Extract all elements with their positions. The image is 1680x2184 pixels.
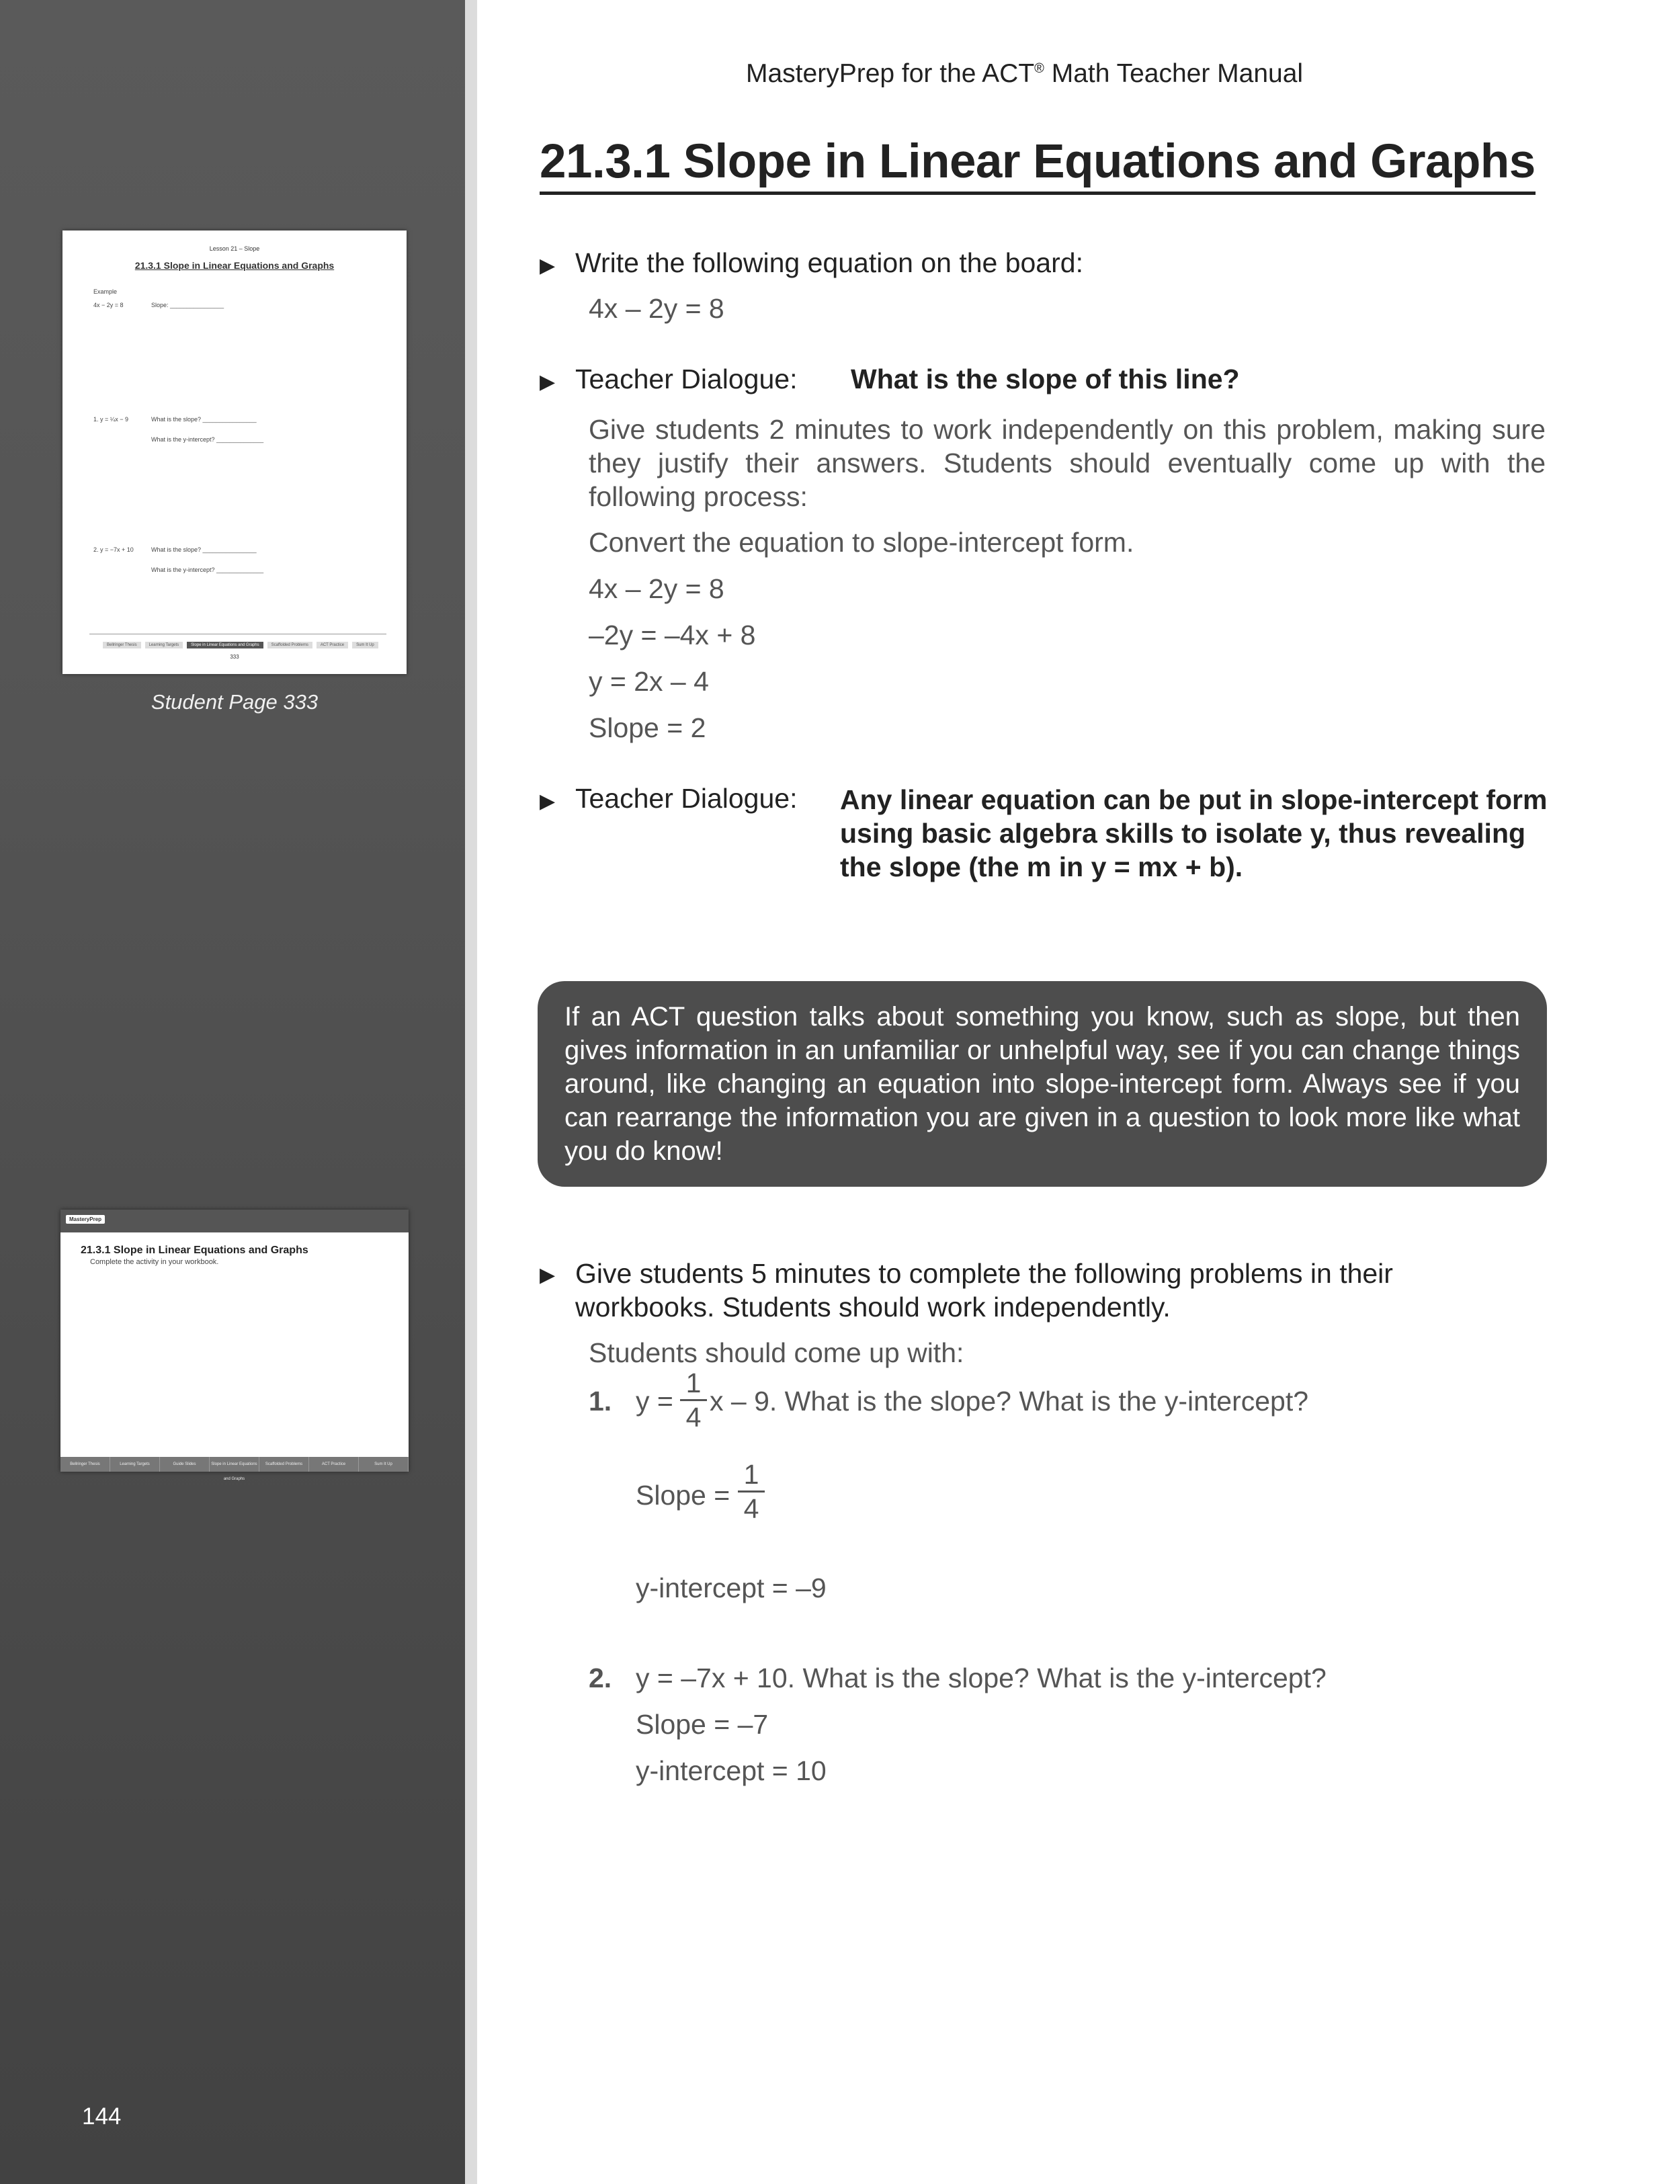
thumb-q2-intercept: What is the y-intercept? ______________ xyxy=(151,566,264,573)
thumb-tab: Learning Targets xyxy=(145,642,183,648)
registered-mark: ® xyxy=(1034,61,1044,76)
thumb-tab: Bellringer Thesis xyxy=(103,642,141,648)
teacher-dialogue-label: Teacher Dialogue: xyxy=(575,783,798,814)
student-page-thumbnail[interactable] xyxy=(62,230,407,674)
slide-tab: ACT Practice xyxy=(309,1457,359,1472)
problem-2-slope: Slope = –7 xyxy=(636,1709,769,1740)
problem-1-number: 1. xyxy=(589,1386,612,1417)
bullet-icon: ▶ xyxy=(540,255,556,277)
bullet-icon: ▶ xyxy=(540,790,556,812)
thumb-question-1: 1. y = ¼x − 9 xyxy=(93,416,129,423)
fraction-denominator: 4 xyxy=(685,1402,702,1433)
problem-1-question: x – 9. What is the slope? What is the y-intercept? xyxy=(710,1386,1309,1417)
thumb-example-label: Example xyxy=(93,288,118,295)
step-equation-1: 4x – 2y = 8 xyxy=(589,573,724,604)
slide-tab: Sum It Up xyxy=(359,1457,409,1472)
fraction-bar xyxy=(680,1399,707,1401)
problem-1-prefix: y = xyxy=(636,1386,673,1417)
teacher-dialogue-question: What is the slope of this line? xyxy=(851,364,1240,394)
fraction-denominator: 4 xyxy=(743,1493,759,1524)
problem-2-question: y = –7x + 10. What is the slope? What is the y-intercept? xyxy=(636,1663,1327,1693)
slide-tab: Scaffolded Problems xyxy=(259,1457,309,1472)
instruction-give-students: Give students 2 minutes to work independently on this problem, making sure they justify their answers. Students should eventually come up with the following process: xyxy=(589,414,1546,512)
sidebar-divider xyxy=(465,0,477,2184)
bullet-icon: ▶ xyxy=(540,1264,556,1286)
page-number: 144 xyxy=(82,2103,122,2130)
thumb-tab: Scaffolded Problems xyxy=(267,642,312,648)
running-header xyxy=(746,59,1303,89)
problem-2-intercept: y-intercept = 10 xyxy=(636,1755,827,1786)
slide-header-bar xyxy=(60,1210,409,1232)
step-equation-3: y = 2x – 4 xyxy=(589,666,709,697)
slide-thumbnail[interactable] xyxy=(60,1210,409,1481)
problem-1-fraction xyxy=(680,1368,707,1432)
thumb-title: 21.3.1 Slope in Linear Equations and Graphs xyxy=(134,260,335,271)
act-tip-callout: If an ACT question talks about something you know, such as slope, but then gives information in an unfamiliar or unhelpful way, see if you can change things around, like changing an equation into slope-intercept form. Always see if you can rearrange the information you are given in a question to look more like what you do know! xyxy=(538,981,1547,1187)
equation-board: 4x – 2y = 8 xyxy=(589,293,724,324)
page-title: 21.3.1 Slope in Linear Equations and Graphs xyxy=(540,134,1536,195)
thumb-tab-active: Slope in Linear Equations and Graphs xyxy=(187,642,263,648)
problem-1-intercept: y-intercept = –9 xyxy=(636,1572,827,1603)
fraction-numerator: 1 xyxy=(685,1368,702,1398)
thumb-example-equation: 4x − 2y = 8 xyxy=(93,302,124,308)
step-equation-2: –2y = –4x + 8 xyxy=(589,620,756,650)
fraction-bar xyxy=(738,1490,765,1493)
instruction-five-minutes: Give students 5 minutes to complete the following problems in their workbooks. Students should work independently. xyxy=(575,1258,1393,1322)
thumb-lesson-label: Lesson 21 – Slope xyxy=(209,245,260,252)
thumb-q2-slope: What is the slope? ________________ xyxy=(151,546,257,553)
fraction-numerator: 1 xyxy=(743,1459,759,1490)
thumb-slope-blank: Slope: ________________ xyxy=(151,302,224,308)
students-come-up-with: Students should come up with: xyxy=(589,1337,964,1368)
bullet-icon: ▶ xyxy=(540,371,556,393)
thumb-footer-tabs xyxy=(103,642,378,648)
slide-tab: Learning Targets xyxy=(110,1457,160,1472)
thumb-q1-slope: What is the slope? ________________ xyxy=(151,416,257,423)
student-page-caption: Student Page 333 xyxy=(151,690,319,714)
instruction-write-equation: Write the following equation on the board: xyxy=(575,247,1083,278)
teacher-dialogue-statement: Any linear equation can be put in slope-intercept form using basic algebra skills to isolate y, thus revealing the slope (the m in y = mx + b). xyxy=(840,784,1548,882)
slide-tab: Guide Slides xyxy=(160,1457,210,1472)
thumb-page-number: 333 xyxy=(230,654,239,660)
thumb-question-2: 2. y = −7x + 10 xyxy=(93,546,134,553)
slide-subtitle: Complete the activity in your workbook. xyxy=(90,1258,219,1266)
problem-1-slope-label: Slope = xyxy=(636,1480,730,1511)
masteryprep-logo: MasteryPrep xyxy=(66,1215,105,1224)
problem-2-number: 2. xyxy=(589,1663,612,1693)
slide-title: 21.3.1 Slope in Linear Equations and Graphs xyxy=(81,1245,308,1256)
thumb-tab: Sum It Up xyxy=(352,642,378,648)
header-text: MasteryPrep for the ACT xyxy=(746,59,1035,88)
slide-tab: Slope in Linear Equations and Graphs xyxy=(210,1457,259,1472)
slide-nav-tabs xyxy=(60,1457,409,1481)
teacher-dialogue-label: Teacher Dialogue: xyxy=(575,364,798,394)
step-slope-result: Slope = 2 xyxy=(589,712,706,743)
thumb-q1-intercept: What is the y-intercept? ______________ xyxy=(151,436,264,443)
problem-1-slope-fraction xyxy=(738,1460,765,1523)
convert-instruction: Convert the equation to slope-intercept form. xyxy=(589,527,1134,558)
slide-tab: Bellringer Thesis xyxy=(60,1457,110,1472)
header-suffix: Math Teacher Manual xyxy=(1044,59,1304,88)
thumb-tab: ACT Practice xyxy=(317,642,348,648)
